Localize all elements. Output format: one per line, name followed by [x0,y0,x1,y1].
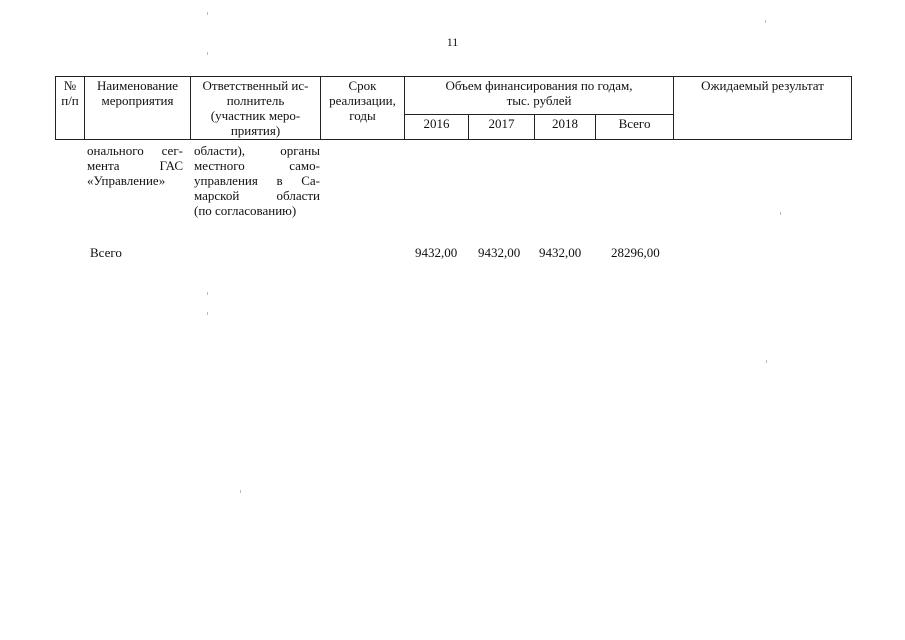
header-responsible: Ответственный ис- полнитель (участник меро- приятия) [191,77,321,140]
header-funding: Объем финансирования по годам, тыс. рублей [405,77,674,115]
header-name: Наименование мероприятия [85,77,191,140]
header-result: Ожидаемый результат [674,77,852,140]
scan-speck [240,490,241,493]
header-num: № п/п [56,77,85,140]
scan-speck [207,312,208,315]
scan-speck [207,292,208,295]
funding-table [55,76,852,140]
scan-speck [765,20,766,23]
total-label: Всего [90,245,122,260]
header-year-2017: 2017 [469,115,535,140]
header-year-total: Всего [596,115,674,140]
total-2017: 9432,00 [478,245,521,260]
page-number: 11 [446,35,459,49]
header-year-2016: 2016 [405,115,469,140]
header-term: Срок реализации, годы [321,77,405,140]
total-all: 28296,00 [611,245,660,260]
header-year-2018: 2018 [535,115,596,140]
responsible-continuation: области), органы местного само- управления в Са- марской области (по согласованию) [194,143,320,218]
total-2016: 9432,00 [415,245,458,260]
total-2018: 9432,00 [539,245,582,260]
scan-speck [766,360,767,363]
scan-speck [780,212,781,215]
scan-speck [207,12,208,15]
name-continuation: онального сег- мента ГАС «Управление» [87,143,183,188]
scan-speck [207,52,208,55]
